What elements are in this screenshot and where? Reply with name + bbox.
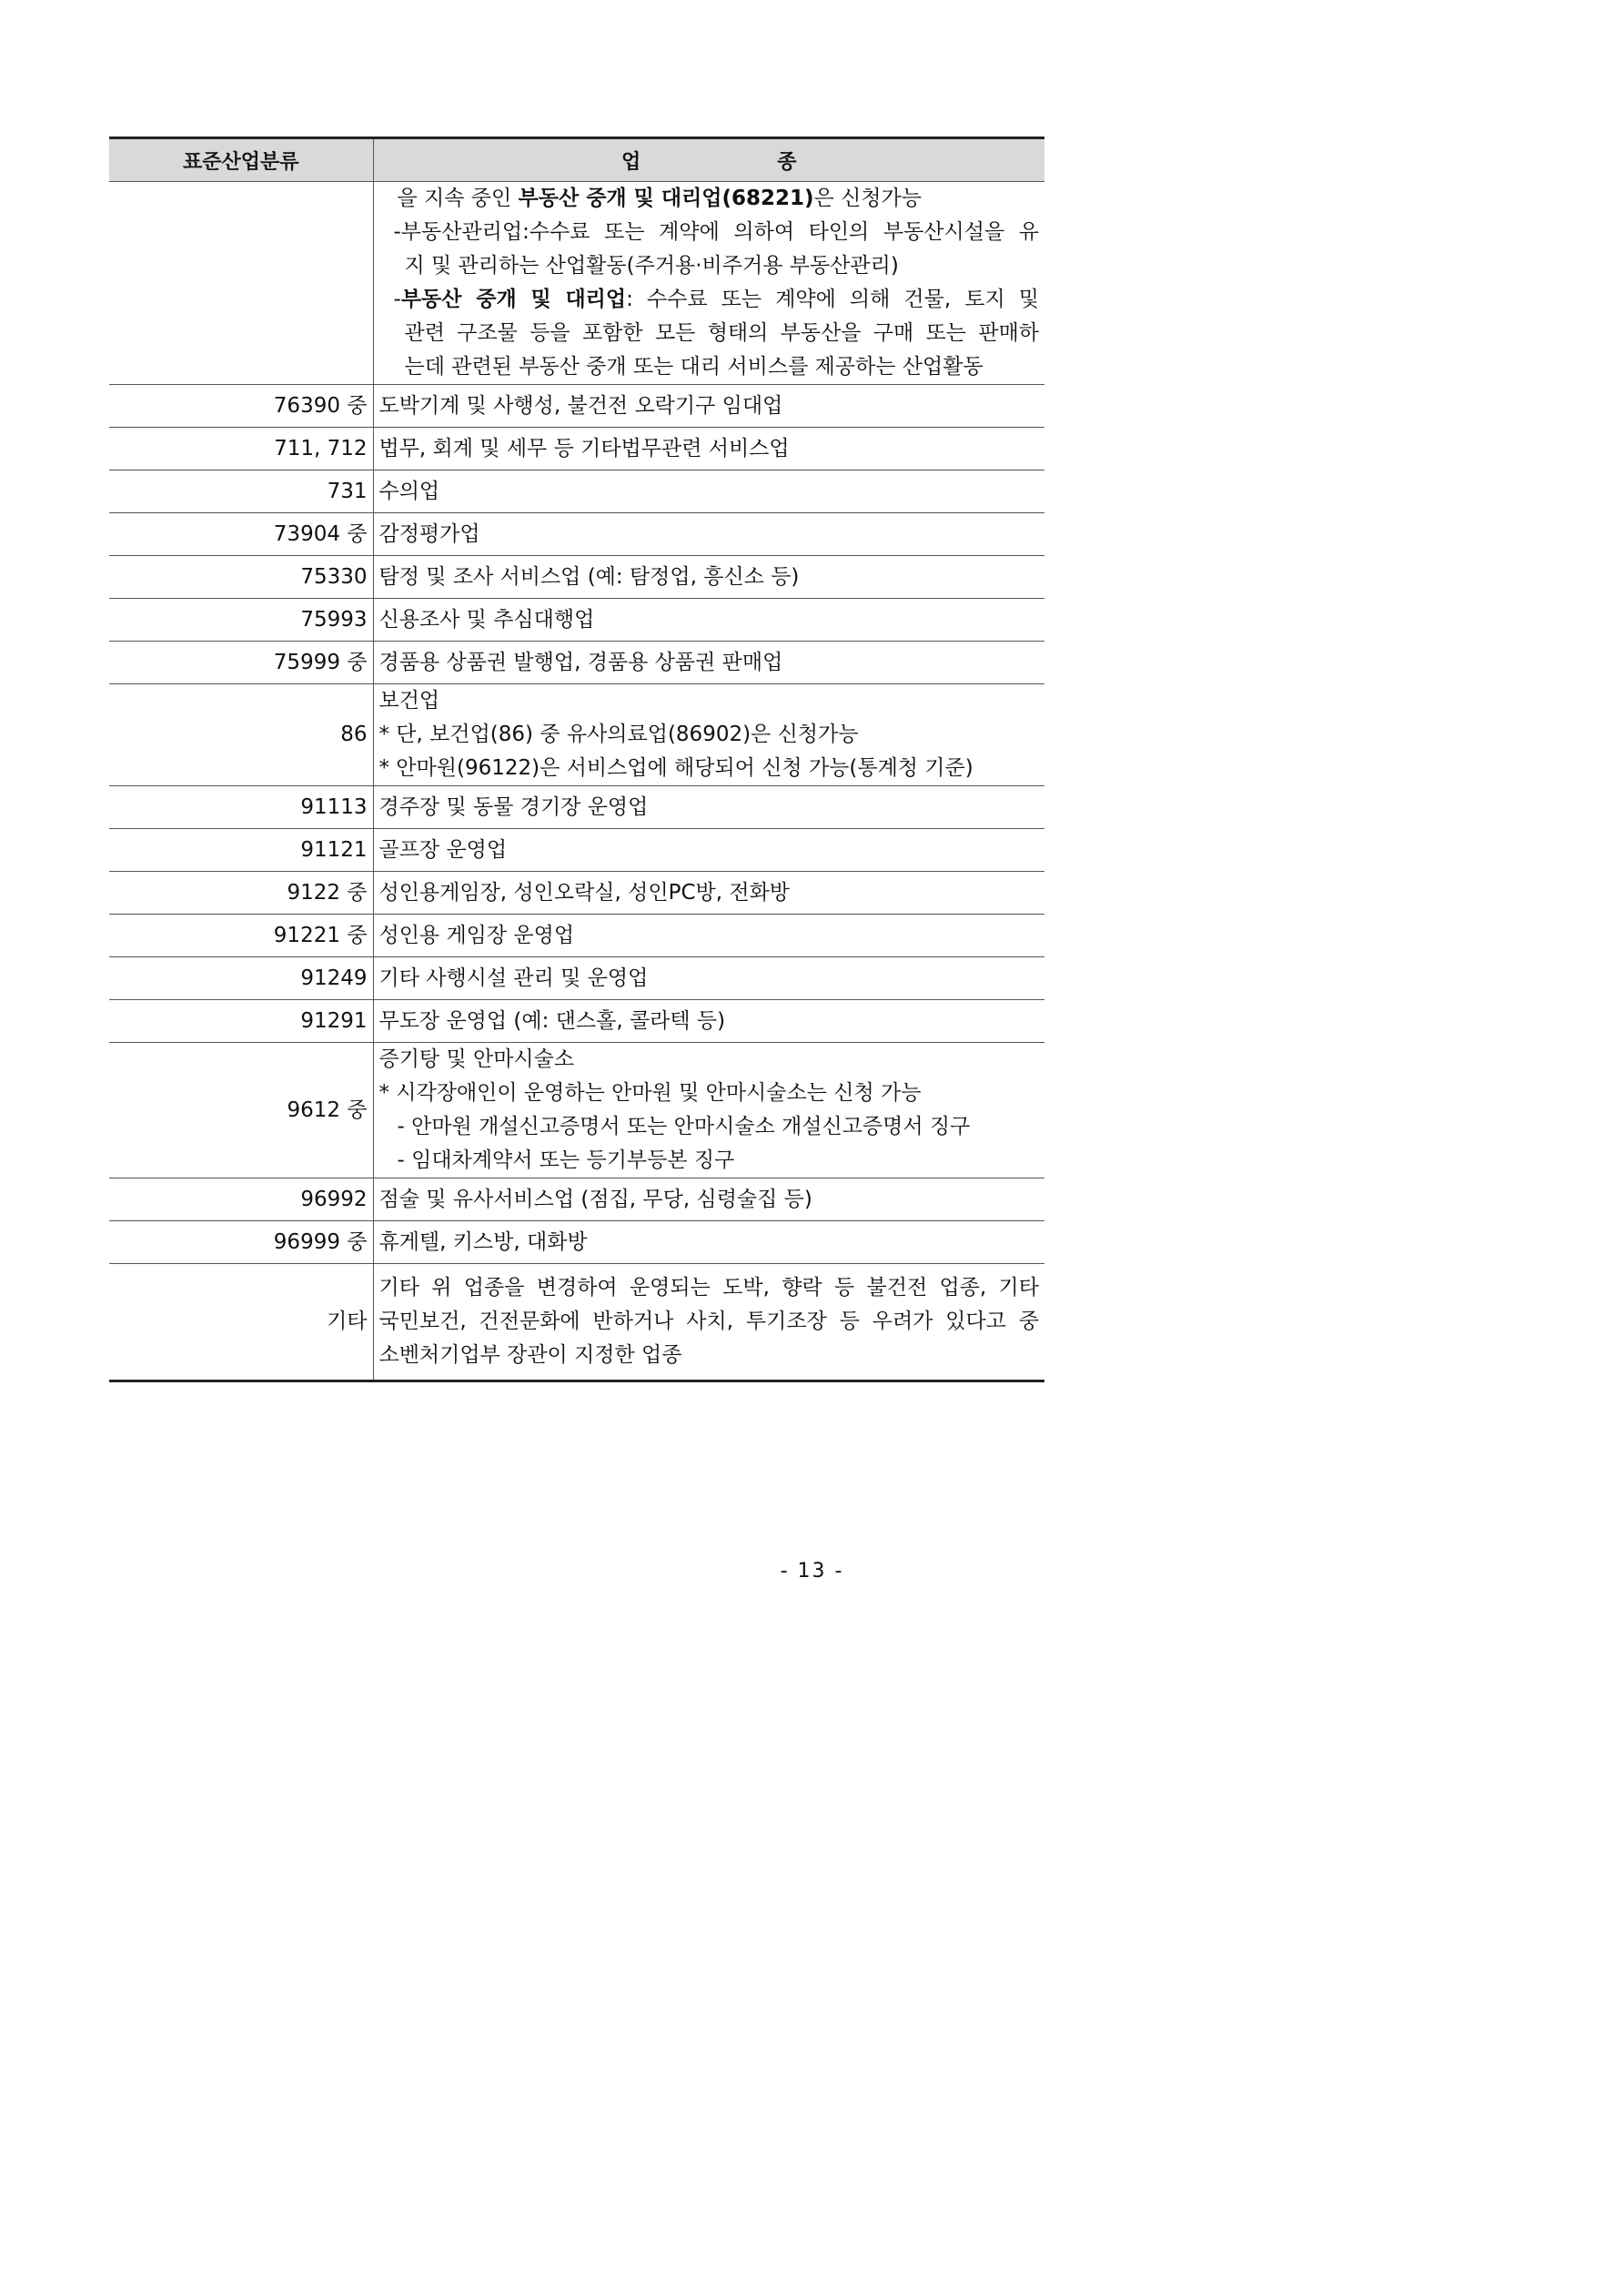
desc-cell: 신용조사 및 추심대행업 (373, 599, 1044, 642)
desc-cell: 경주장 및 동물 경기장 운영업 (373, 786, 1044, 829)
table-row-continued (109, 182, 1044, 385)
table-row (109, 470, 1044, 513)
header-business-type: 업 종 (373, 138, 1044, 182)
desc-cell: 성인용게임장, 성인오락실, 성인PC방, 전화방 (373, 872, 1044, 915)
table-row-health (109, 684, 1044, 786)
code-cell: 86 (109, 684, 373, 786)
code-cell: 91291 (109, 1000, 373, 1043)
desc-cell: 휴게텔, 키스방, 대화방 (373, 1221, 1044, 1264)
table-row (109, 513, 1044, 556)
code-cell: 75330 (109, 556, 373, 599)
table-row-sauna (109, 1043, 1044, 1178)
code-cell: 711, 712 (109, 428, 373, 470)
industry-classification-table (109, 137, 1044, 1382)
table-row (109, 829, 1044, 872)
code-cell: 91249 (109, 957, 373, 1000)
desc-cell: 탐정 및 조사 서비스업 (예: 탐정업, 흥신소 등) (373, 556, 1044, 599)
desc-cell: 법무, 회계 및 세무 등 기타법무관련 서비스업 (373, 428, 1044, 470)
table-row (109, 556, 1044, 599)
table-row (109, 385, 1044, 428)
table-row (109, 915, 1044, 957)
code-cell: 75993 (109, 599, 373, 642)
desc-cell: 보건업 * 단, 보건업(86) 중 유사의료업(86902)은 신청가능 * 안마원(96122)은 서비스업에 해당되어 신청 가능(통계청 기준) (373, 684, 1044, 786)
code-cell: 75999 중 (109, 642, 373, 684)
code-cell: 73904 중 (109, 513, 373, 556)
code-cell: 기타 (109, 1264, 373, 1381)
table-row (109, 1000, 1044, 1043)
table-row (109, 872, 1044, 915)
code-cell: 76390 중 (109, 385, 373, 428)
desc-cell: 도박기계 및 사행성, 불건전 오락기구 임대업 (373, 385, 1044, 428)
desc-cell: 점술 및 유사서비스업 (점집, 무당, 심령술집 등) (373, 1178, 1044, 1221)
table-row (109, 642, 1044, 684)
code-cell: 96999 중 (109, 1221, 373, 1264)
desc-cell: 증기탕 및 안마시술소 * 시각장애인이 운영하는 안마원 및 안마시술소는 신청 가능 - 안마원 개설신고증명서 또는 안마시술소 개설신고증명서 징구 - 임대차계약서 또는 등기부등본 징구 (373, 1043, 1044, 1178)
code-cell: 731 (109, 470, 373, 513)
desc-cell: 골프장 운영업 (373, 829, 1044, 872)
code-cell: 9122 중 (109, 872, 373, 915)
desc-cell: 성인용 게임장 운영업 (373, 915, 1044, 957)
table-row (109, 786, 1044, 829)
code-cell (109, 182, 373, 385)
code-cell: 91113 (109, 786, 373, 829)
desc-cell: 경품용 상품권 발행업, 경품용 상품권 판매업 (373, 642, 1044, 684)
desc-cell: 기타 사행시설 관리 및 운영업 (373, 957, 1044, 1000)
table-row (109, 599, 1044, 642)
code-cell: 91121 (109, 829, 373, 872)
header-classification: 표준산업분류 (109, 138, 373, 182)
table-row-other (109, 1264, 1044, 1381)
code-cell: 9612 중 (109, 1043, 373, 1178)
table-row (109, 1178, 1044, 1221)
table-row (109, 957, 1044, 1000)
page-number: - 13 - (780, 1560, 844, 1583)
table-row (109, 1221, 1044, 1264)
desc-cell: 수의업 (373, 470, 1044, 513)
desc-cell: 을 지속 중인 부동산 중개 및 대리업(68221)은 신청가능 -부동산관리업:수수료 또는 계약에 의하여 타인의 부동산시설을 유 지 및 관리하는 산업활동(주거용·비주거용 부동산관리) -부동산 중개 및 대리업: 수수료 또는 계약에 의해 건물, 토지 및 관련 구조물 등을 포함한 모든 형태의 부동산을 구매 또는 판매하 는데 관련된 부동산 중개 또는 대리 서비스를 제공하는 산업활동 (373, 182, 1044, 385)
code-cell: 91221 중 (109, 915, 373, 957)
desc-cell: 무도장 운영업 (예: 댄스홀, 콜라텍 등) (373, 1000, 1044, 1043)
table-row (109, 428, 1044, 470)
code-cell: 96992 (109, 1178, 373, 1221)
table-header-row (109, 138, 1044, 182)
desc-cell: 기타 위 업종을 변경하여 운영되는 도박, 향락 등 불건전 업종, 기타 국민보건, 건전문화에 반하거나 사치, 투기조장 등 우려가 있다고 중 소벤처기업부 장관이 지정한 업종 (373, 1264, 1044, 1381)
desc-cell: 감정평가업 (373, 513, 1044, 556)
